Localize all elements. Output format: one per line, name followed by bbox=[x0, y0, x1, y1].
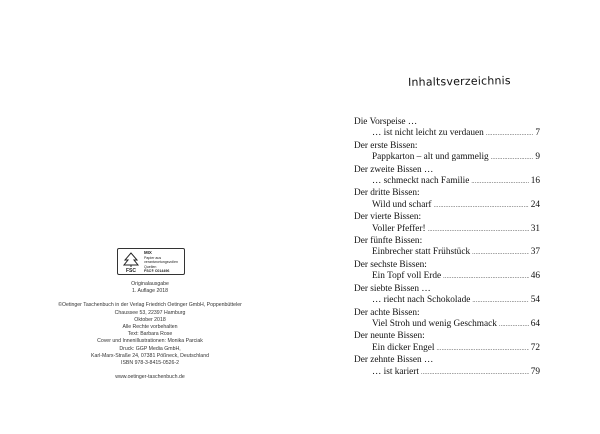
toc-entry bbox=[354, 343, 540, 355]
imprint-line: Originalausgabe bbox=[131, 281, 169, 287]
toc-chapter-heading: Der vierte Bissen: bbox=[354, 212, 422, 223]
toc-page-number: 7 bbox=[535, 128, 540, 139]
toc-entry bbox=[354, 152, 540, 164]
imprint-line: 1. Auflage 2018 bbox=[131, 288, 169, 295]
toc-chapter-heading: Der dritte Bissen: bbox=[354, 188, 420, 199]
imprint-line: Karl-Marx-Straße 24, 07381 Pößneck, Deutschland bbox=[91, 352, 209, 359]
toc-title: Inhaltsverzeichnis bbox=[407, 74, 511, 89]
toc-entry bbox=[354, 319, 540, 331]
toc-leader-dots bbox=[436, 344, 528, 355]
fsc-tree-icon bbox=[121, 251, 141, 273]
fsc-logo bbox=[117, 248, 185, 275]
fsc-paper-text: Papier aus verantwortungsvollen Quellen bbox=[144, 255, 178, 269]
toc-chapter bbox=[354, 355, 540, 379]
toc-page-number: 24 bbox=[530, 199, 540, 210]
toc-chapter-heading: Der neunte Bissen: bbox=[354, 331, 425, 342]
toc-entry bbox=[354, 128, 540, 140]
fsc-text bbox=[144, 251, 184, 274]
toc-entry bbox=[354, 176, 540, 188]
toc-entry bbox=[354, 367, 540, 379]
toc-chapter-subtitle: … riecht nach Schokolade bbox=[372, 295, 471, 306]
toc-chapter-subtitle: Ein Topf voll Erde bbox=[372, 271, 442, 282]
toc-chapter-heading: Der sechste Bissen: bbox=[354, 259, 427, 270]
imprint-line: www.oetinger-taschenbuch.de bbox=[115, 374, 185, 381]
imprint-line: Cover und Innenillustrationen: Monika Parciak bbox=[97, 338, 203, 345]
toc-chapter-subtitle: Viel Stroh und wenig Geschmack bbox=[372, 318, 497, 329]
toc-chapter bbox=[354, 212, 540, 236]
imprint-line: Chaussee 53, 22397 Hamburg bbox=[114, 309, 186, 316]
imprint-line: Oktober 2018 bbox=[134, 316, 166, 323]
toc-chapter-subtitle: Ein dicker Engel bbox=[372, 342, 435, 353]
toc-leader-dots bbox=[499, 320, 529, 331]
toc-chapter-heading: Der fünfte Bissen: bbox=[354, 236, 423, 247]
imprint-line: Druck: GGP Media GmbH, bbox=[119, 345, 181, 352]
toc-entry bbox=[354, 271, 540, 283]
fsc-code: FSC® C014496 bbox=[144, 269, 170, 274]
toc-chapter bbox=[354, 236, 540, 260]
toc-leader-dots bbox=[472, 296, 528, 307]
toc-chapter bbox=[354, 308, 540, 332]
toc-chapter-subtitle: … schmeckt nach Familie bbox=[372, 176, 470, 187]
imprint-text bbox=[40, 281, 260, 381]
toc-chapter bbox=[354, 260, 540, 284]
toc-chapter-heading: Der achte Bissen: bbox=[354, 307, 420, 318]
imprint-line: ©Oetinger Taschenbuch in der Verlag Friedrich Oetinger GmbH, Poppenbütteler bbox=[58, 302, 242, 309]
toc-page-number: 54 bbox=[530, 295, 540, 306]
toc-chapter bbox=[354, 331, 540, 355]
toc-page-number: 46 bbox=[530, 271, 540, 282]
toc-chapter-heading: Die Vorspeise … bbox=[354, 117, 418, 127]
toc-leader-dots bbox=[472, 248, 529, 259]
toc-leader-dots bbox=[491, 153, 534, 164]
toc-chapter bbox=[354, 117, 540, 141]
toc-chapter-heading: Der zehnte Bissen … bbox=[354, 355, 434, 366]
imprint-line: ISBN 978-3-8415-0526-2 bbox=[121, 360, 179, 367]
toc-page-number: 72 bbox=[530, 342, 540, 353]
toc-chapter-subtitle: Pappkarton – alt und gammelig bbox=[372, 152, 489, 163]
toc-chapter-subtitle: Wild und scharf bbox=[372, 199, 432, 210]
toc-chapter-subtitle: Einbrecher statt Frühstück bbox=[372, 247, 471, 258]
toc-page-number: 79 bbox=[530, 366, 540, 377]
toc-chapter-subtitle: Voller Pfeffer! bbox=[372, 223, 426, 234]
toc-page-number: 9 bbox=[535, 152, 540, 163]
toc-entry bbox=[354, 247, 540, 259]
toc-chapter-subtitle: … ist kariert bbox=[372, 366, 419, 377]
toc-chapter bbox=[354, 284, 540, 308]
toc-chapter-subtitle: … ist nicht leicht zu verdauen bbox=[372, 128, 484, 139]
toc-chapter bbox=[354, 188, 540, 212]
imprint-line: Alle Rechte vorbehalten bbox=[122, 324, 178, 331]
fsc-label: FSC bbox=[126, 268, 136, 273]
toc-leader-dots bbox=[443, 272, 529, 283]
toc-entry bbox=[354, 200, 540, 212]
toc-chapter-heading: Der zweite Bissen … bbox=[354, 164, 434, 175]
toc-page-number: 64 bbox=[530, 318, 540, 329]
table-of-contents bbox=[354, 117, 540, 379]
imprint-gap bbox=[40, 367, 260, 374]
toc-page-number: 37 bbox=[530, 247, 540, 258]
toc-chapter bbox=[354, 165, 540, 189]
toc-chapter-heading: Der erste Bissen: bbox=[354, 140, 418, 151]
toc-entry bbox=[354, 224, 540, 236]
toc-page-number: 31 bbox=[530, 223, 540, 234]
toc-leader-dots bbox=[434, 201, 529, 212]
toc-leader-dots bbox=[486, 129, 534, 140]
toc-page-number: 16 bbox=[530, 176, 540, 187]
toc-leader-dots bbox=[471, 177, 528, 188]
fsc-mix-label: MIX bbox=[144, 250, 152, 255]
toc-chapter bbox=[354, 141, 540, 165]
imprint-line: Text: Barbara Rose bbox=[127, 331, 173, 338]
toc-leader-dots bbox=[428, 225, 529, 236]
toc-leader-dots bbox=[421, 368, 529, 379]
toc-chapter-heading: Der siebte Bissen … bbox=[354, 283, 431, 294]
toc-entry bbox=[354, 295, 540, 307]
